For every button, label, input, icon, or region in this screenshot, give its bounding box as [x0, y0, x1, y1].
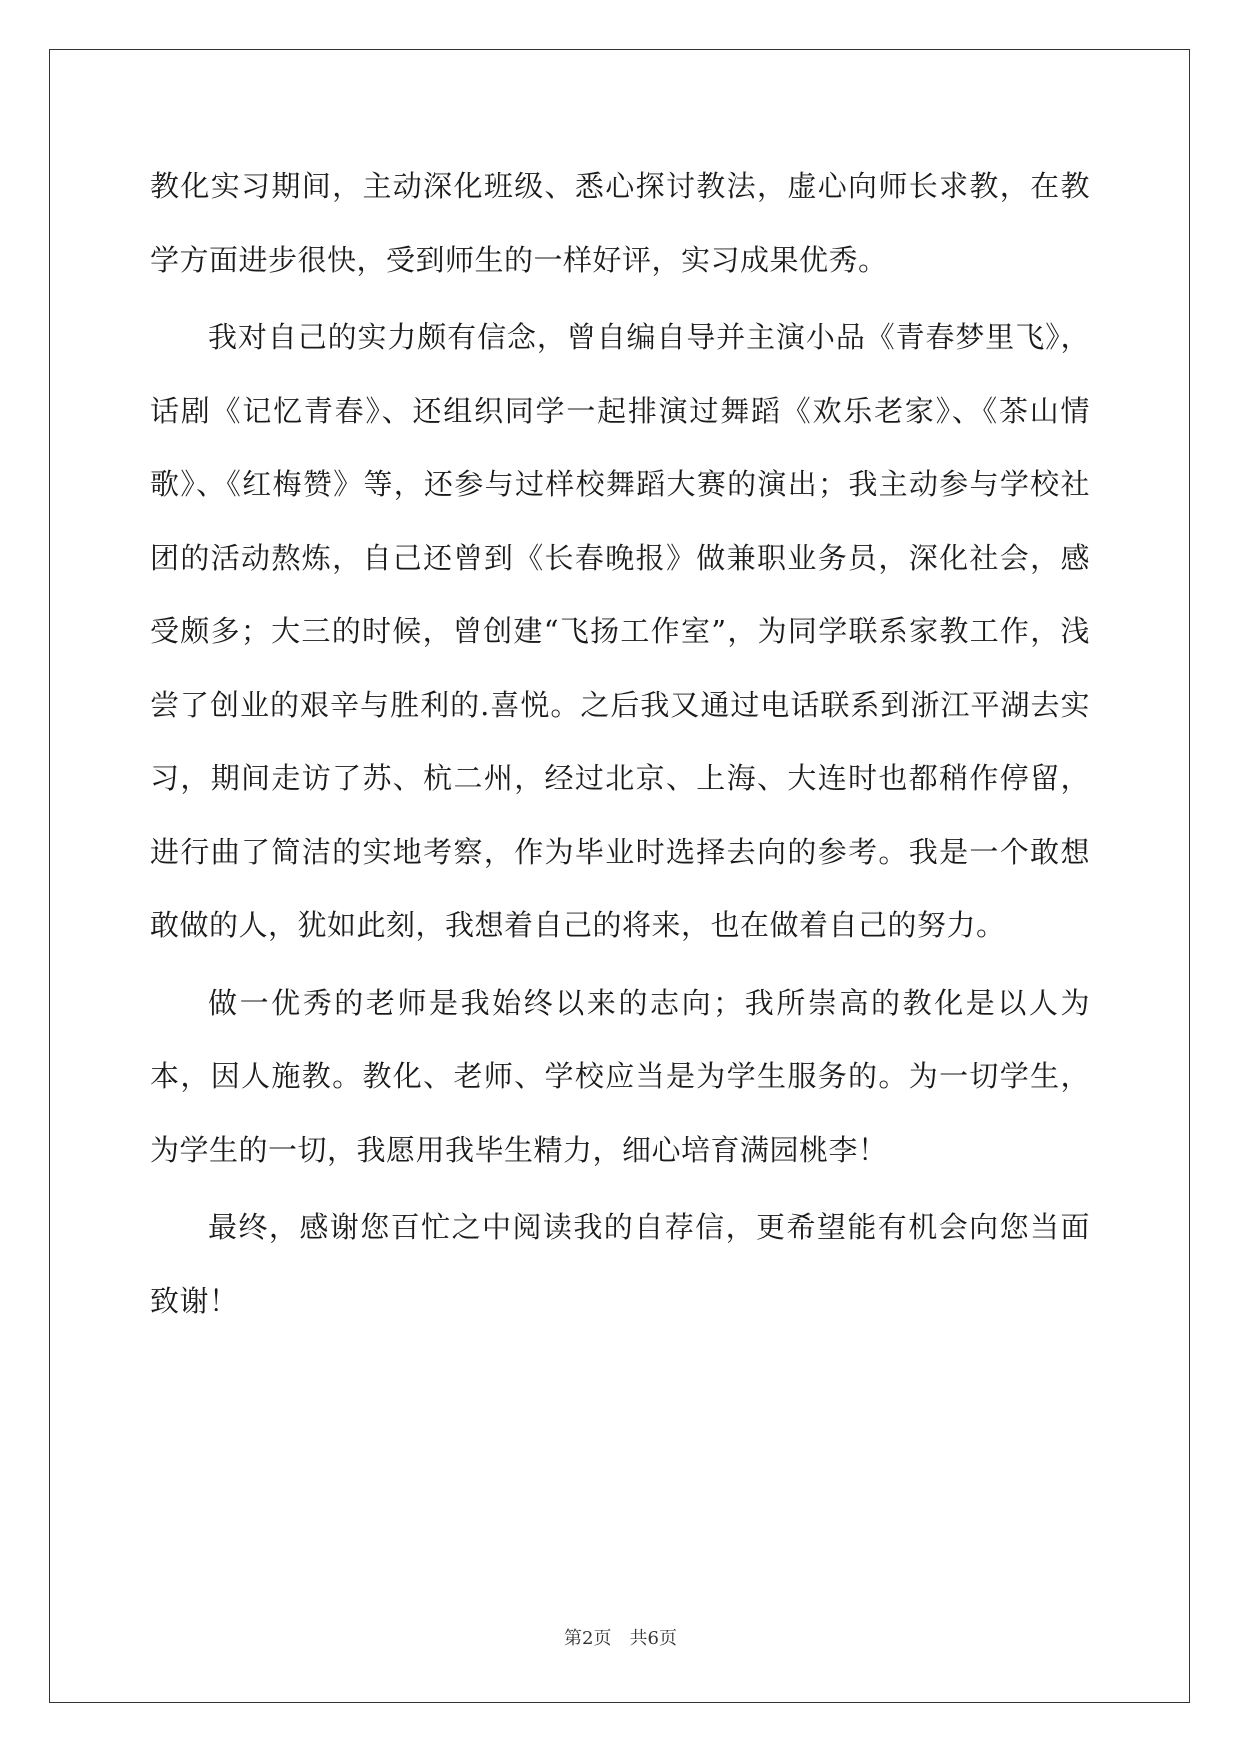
- paragraph-internship: 教化实习期间，主动深化班级、悉心探讨教法，虚心向师长求教，在教学方面进步很快，受到师生的一样好评，实习成果优秀。: [150, 169, 1090, 277]
- letter-body: [150, 150, 1090, 1342]
- page-number-footer: 第2页 共6页: [564, 1628, 677, 1649]
- paragraph-closing: 最终，感谢您百忙之中阅读我的自荐信，更希望能有机会向您当面致谢！: [150, 1210, 1090, 1318]
- paragraph-abilities: 我对自己的实力颇有信念，曾自编自导并主演小品《青春梦里飞》，话剧《记忆青春》、还组织同学一起排演过舞蹈《欢乐老家》、《茶山情歌》、《红梅赞》等，还参与过样校舞蹈大赛的演出；我主动参与学校社团的活动熬炼，自己还曾到《长春晚报》做兼职业务员，深化社会，感受颇多；大三的时候，曾创建“飞扬工作室”，为同学联系家教工作，浅尝了创业的艰辛与胜利的.喜悦。之后我又通过电话联系到浙江平湖去实习，期间走访了苏、杭二州，经过北京、上海、大连时也都稍作停留，进行曲了简洁的实地考察，作为毕业时选择去向的参考。我是一个敢想敢做的人，犹如此刻，我想着自己的将来，也在做着自己的努力。: [150, 320, 1090, 942]
- paragraph-aspiration: 做一优秀的老师是我始终以来的志向；我所崇高的教化是以人为本，因人施教。教化、老师、学校应当是为学生服务的。为一切学生，为学生的一切，我愿用我毕生精力，细心培育满园桃李！: [150, 985, 1090, 1167]
